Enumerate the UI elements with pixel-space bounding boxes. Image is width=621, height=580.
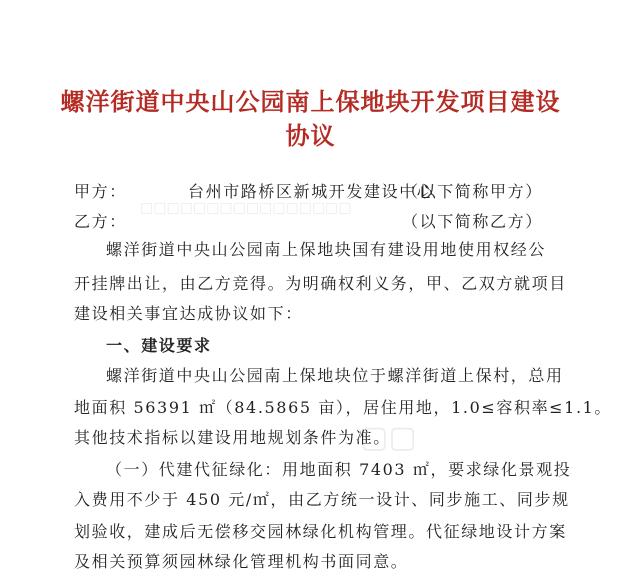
section1-line-1: 螺洋街道中央山公园南上保地块位于螺洋街道上保村，总用	[106, 366, 564, 385]
intro-line-2: 开挂牌出让，由乙方竞得。为明确权利义务，甲、乙双方就项目	[74, 274, 567, 293]
party-a-value: 台州市路桥区新城开发建设中心	[188, 182, 435, 201]
party-b-label: 乙方：	[74, 212, 127, 231]
document-title-continued: 协议	[285, 122, 336, 150]
party-b-note: （以下简称乙方）	[402, 212, 543, 231]
intro-line-3: 建设相关事宜达成协议如下：	[74, 304, 303, 323]
document-title: 螺洋街道中央山公园南上保地块开发项目建设	[60, 88, 561, 116]
section1-line-3: 其他技术指标以建设用地规划条件为准。	[74, 428, 391, 447]
bleed-through-mark: ▢▢	[360, 420, 417, 455]
section1-line-2: 地面积 56391 ㎡（84.5865 亩），居住用地，1.0≤容积率≤1.1。	[74, 398, 613, 417]
item1-line-2: 入费用不少于 450 元/㎡，由乙方统一设计、同步施工、同步规	[74, 490, 570, 509]
item1-line-1: （一）代建代征绿化：用地面积 7403 ㎡，要求绿化景观投	[106, 460, 572, 479]
item1-line-3: 划验收，建成后无偿移交园林绿化机构管理。代征绿地设计方案	[74, 522, 567, 541]
section-heading: 一、建设要求	[106, 336, 212, 355]
party-b-row	[74, 210, 127, 234]
party-a-row	[74, 180, 435, 204]
party-a-label: 甲方：	[74, 182, 127, 201]
bleed-through-text: □□□□□□□□□□□□□□□□	[140, 200, 352, 216]
intro-line-1: 螺洋街道中央山公园南上保地块国有建设用地使用权经公	[106, 240, 547, 259]
item1-line-4: 及相关预算须园林绿化管理机构书面同意。	[74, 552, 409, 571]
party-a-note: （以下简称甲方）	[402, 182, 543, 201]
